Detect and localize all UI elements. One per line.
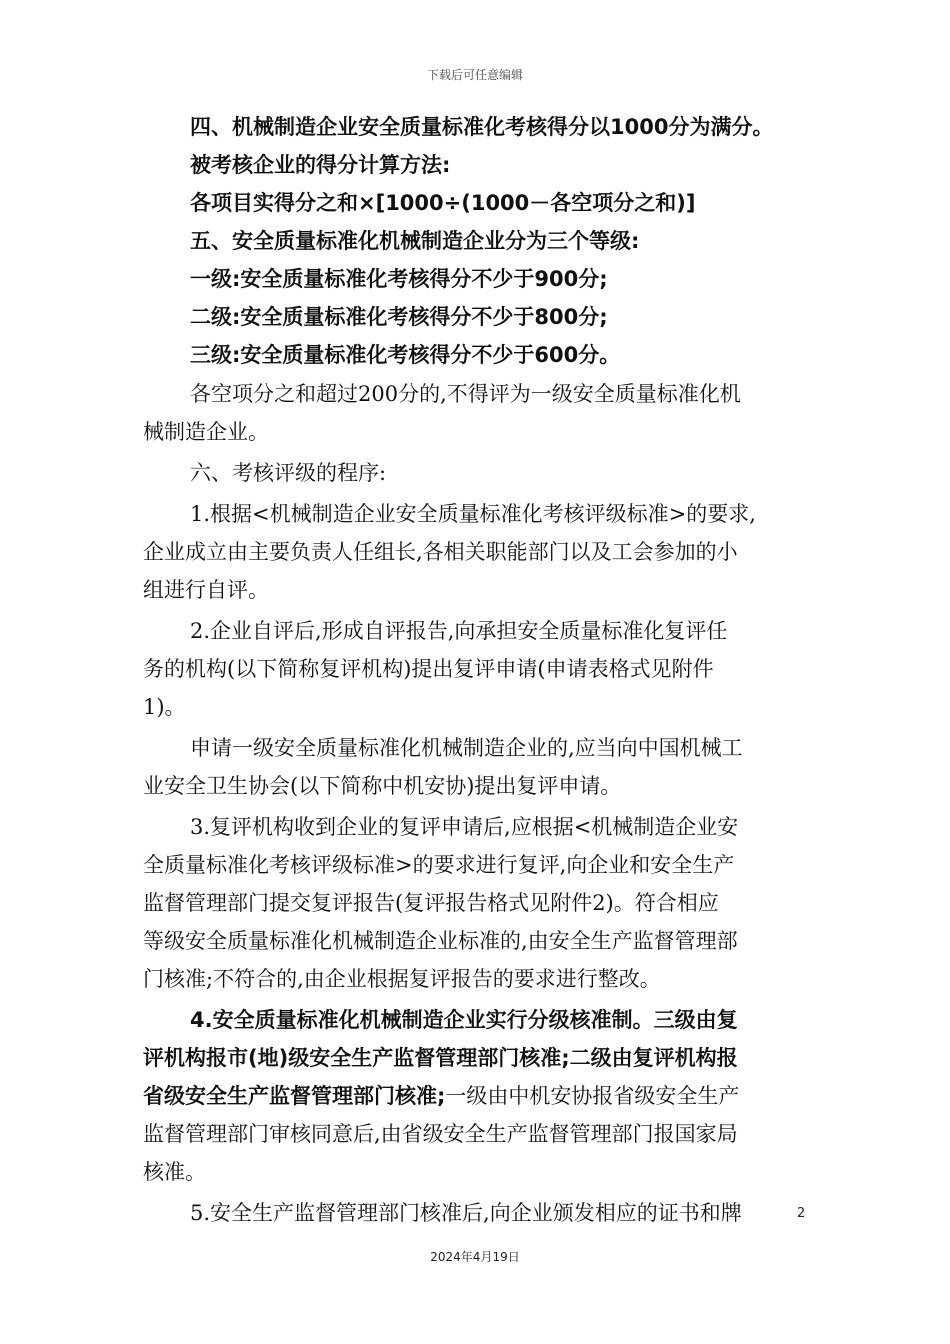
section-five-heading: 五、安全质量标准化机械制造企业分为三个等级: xyxy=(190,229,640,253)
page-number: 2 xyxy=(797,1206,806,1221)
paragraph-line: 1.根据<机械制造企业安全质量标准化考核评级标准>的要求, xyxy=(190,502,756,526)
section-six-heading: 六、考核评级的程序: xyxy=(190,461,387,485)
page-header: 下载后可任意编辑 xyxy=(426,68,523,82)
score-formula: 各项目实得分之和×[1000÷(1000－各空项分之和)] xyxy=(190,191,696,215)
paragraph-line-mixed xyxy=(143,1077,813,1115)
paragraph-line-bold: 评机构报市(地)级安全生产监督管理部门核准;二级由复评机构报 xyxy=(143,1046,738,1070)
paragraph-line: 业安全卫生协会(以下简称中机安协)提出复评申请。 xyxy=(143,774,622,798)
paragraph-line: 组进行自评。 xyxy=(143,578,269,602)
page-footer-date: 2024年4月19日 xyxy=(430,1250,520,1264)
paragraph-line: 械制造企业。 xyxy=(143,420,269,444)
paragraph-line: 3.复评机构收到企业的复评申请后,应根据<机械制造企业安 xyxy=(190,815,739,839)
bold-segment: 省级安全生产监督管理部门核准; xyxy=(143,1084,446,1108)
paragraph-line-bold: 4.安全质量标准化机械制造企业实行分级核准制。三级由复 xyxy=(190,1008,738,1032)
paragraph-line: 等级安全质量标准化机械制造企业标准的,由安全生产监督管理部 xyxy=(143,929,738,953)
paragraph-line: 监督管理部门提交复评报告(复评报告格式见附件2)。符合相应 xyxy=(143,891,719,915)
paragraph-line: 各空项分之和超过200分的,不得评为一级安全质量标准化机 xyxy=(190,382,741,406)
paragraph-line: 企业成立由主要负责人任组长,各相关职能部门以及工会参加的小 xyxy=(143,540,738,564)
paragraph-line: 申请一级安全质量标准化机械制造企业的,应当向中国机械工 xyxy=(190,736,743,760)
grade-one: 一级:安全质量标准化考核得分不少于900分; xyxy=(190,267,608,291)
normal-segment: 一级由中机安协报省级安全生产 xyxy=(445,1084,740,1108)
grade-three: 三级:安全质量标准化考核得分不少于600分。 xyxy=(190,343,621,367)
paragraph-line: 1)。 xyxy=(143,695,186,719)
paragraph-line: 2.企业自评后,形成自评报告,向承担安全质量标准化复评任 xyxy=(190,619,728,643)
paragraph-line: 5.安全生产监督管理部门核准后,向企业颁发相应的证书和牌 xyxy=(190,1201,742,1225)
document-body xyxy=(143,108,813,1232)
paragraph-line: 监督管理部门审核同意后,由省级安全生产监督管理部门报国家局 xyxy=(143,1122,738,1146)
paragraph-line: 全质量标准化考核评级标准>的要求进行复评,向企业和安全生产 xyxy=(143,853,735,877)
paragraph-line: 务的机构(以下简称复评机构)提出复评申请(申请表格式见附件 xyxy=(143,657,714,681)
section-four-heading: 四、机械制造企业安全质量标准化考核得分以1000分为满分。 xyxy=(190,115,774,139)
paragraph-line: 门核准;不符合的,由企业根据复评报告的要求进行整改。 xyxy=(143,967,661,991)
score-method-label: 被考核企业的得分计算方法: xyxy=(190,153,451,177)
grade-two: 二级:安全质量标准化考核得分不少于800分; xyxy=(190,305,608,329)
paragraph-line: 核准。 xyxy=(143,1160,206,1184)
